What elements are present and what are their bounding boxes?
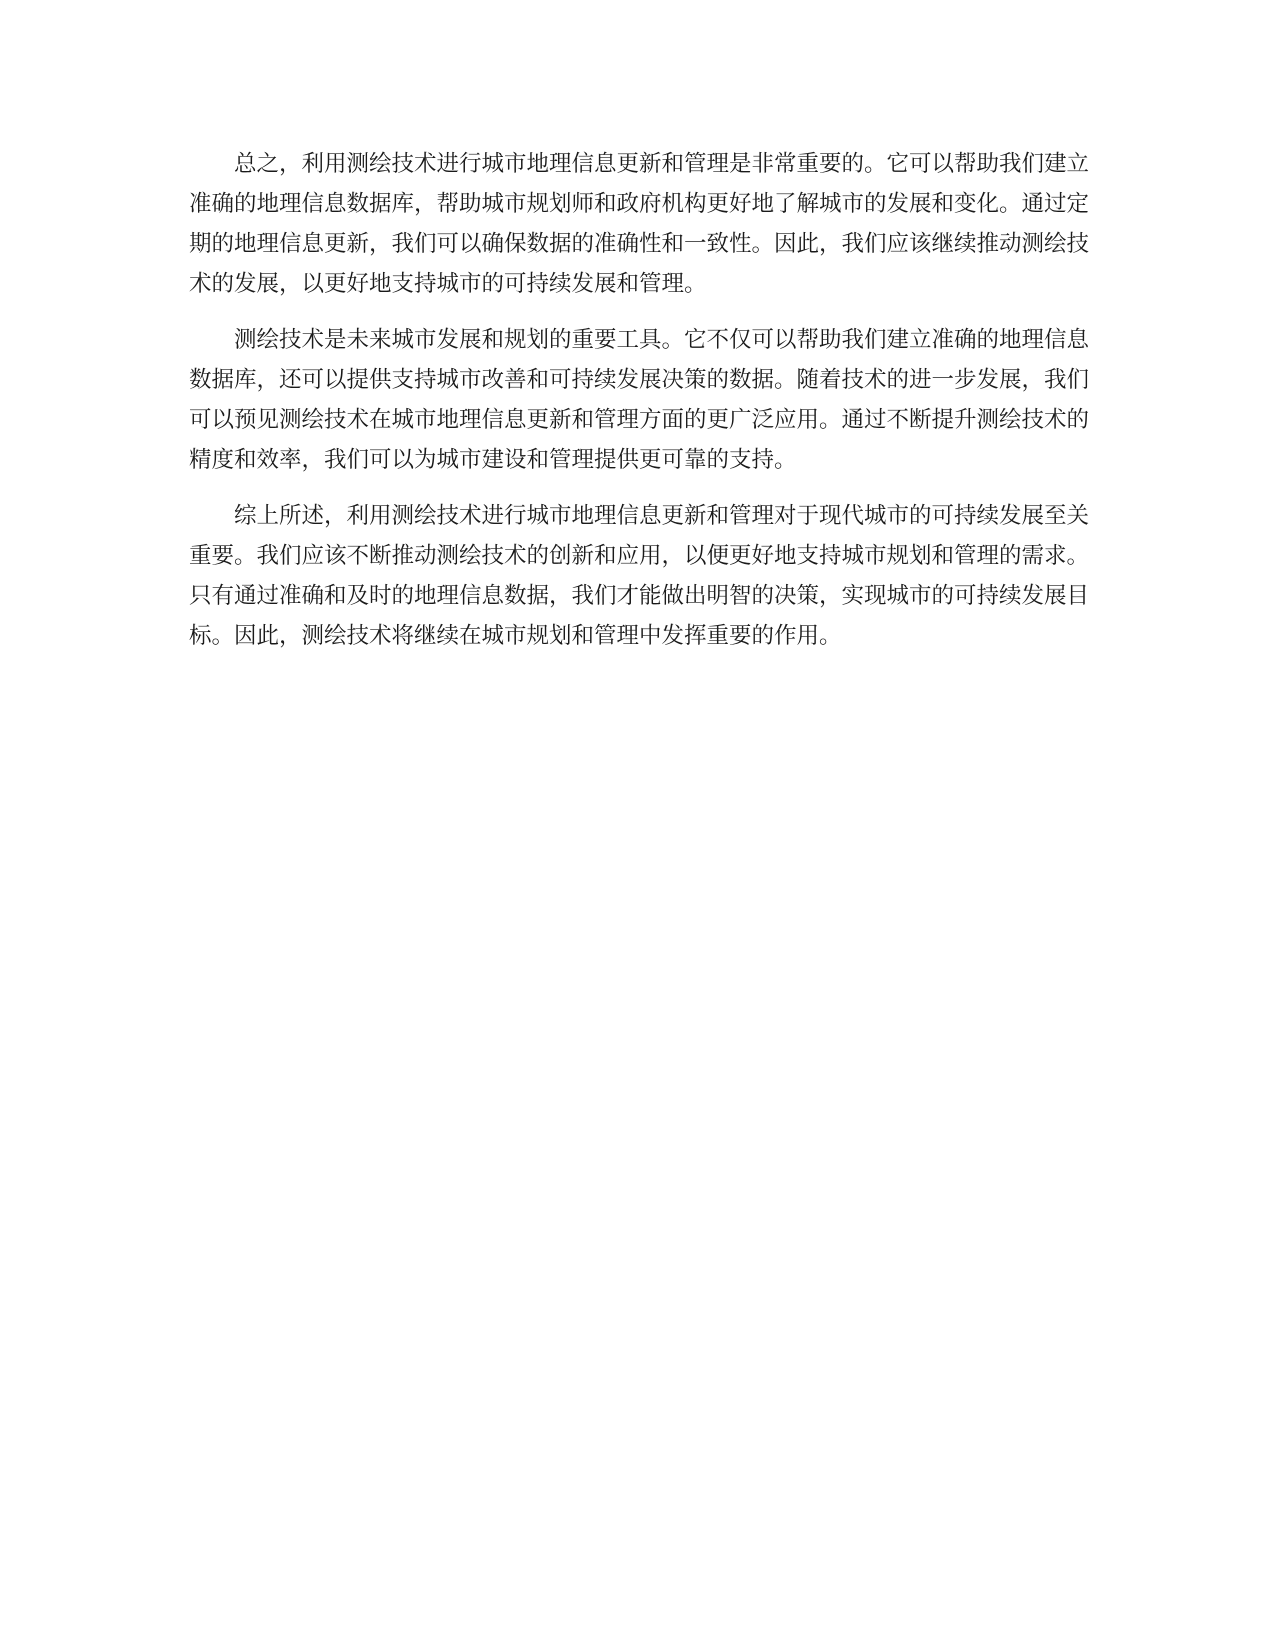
paragraph-conclusion: 总之，利用测绘技术进行城市地理信息更新和管理是非常重要的。它可以帮助我们建立准确的地理信息数据库，帮助城市规划师和政府机构更好地了解城市的发展和变化。通过定期的地理信息更新，我们可以确保数据的准确性和一致性。因此，我们应该继续推动测绘技术的发展，以更好地支持城市的可持续发展和管理。 — [189, 151, 1090, 297]
paragraph-future-tool: 测绘技术是未来城市发展和规划的重要工具。它不仅可以帮助我们建立准确的地理信息数据库，还可以提供支持城市改善和可持续发展决策的数据。随着技术的进一步发展，我们可以预见测绘技术在城市地理信息更新和管理方面的更广泛应用。通过不断提升测绘技术的精度和效率，我们可以为城市建设和管理提供更可靠的支持。 — [189, 327, 1090, 473]
paragraph-summary: 综上所述，利用测绘技术进行城市地理信息更新和管理对于现代城市的可持续发展至关重要。我们应该不断推动测绘技术的创新和应用，以便更好地支持城市规划和管理的需求。只有通过准确和及时的地理信息数据，我们才能做出明智的决策，实现城市的可持续发展目标。因此，测绘技术将继续在城市规划和管理中发挥重要的作用。 — [189, 503, 1090, 649]
document-body — [189, 144, 1089, 672]
